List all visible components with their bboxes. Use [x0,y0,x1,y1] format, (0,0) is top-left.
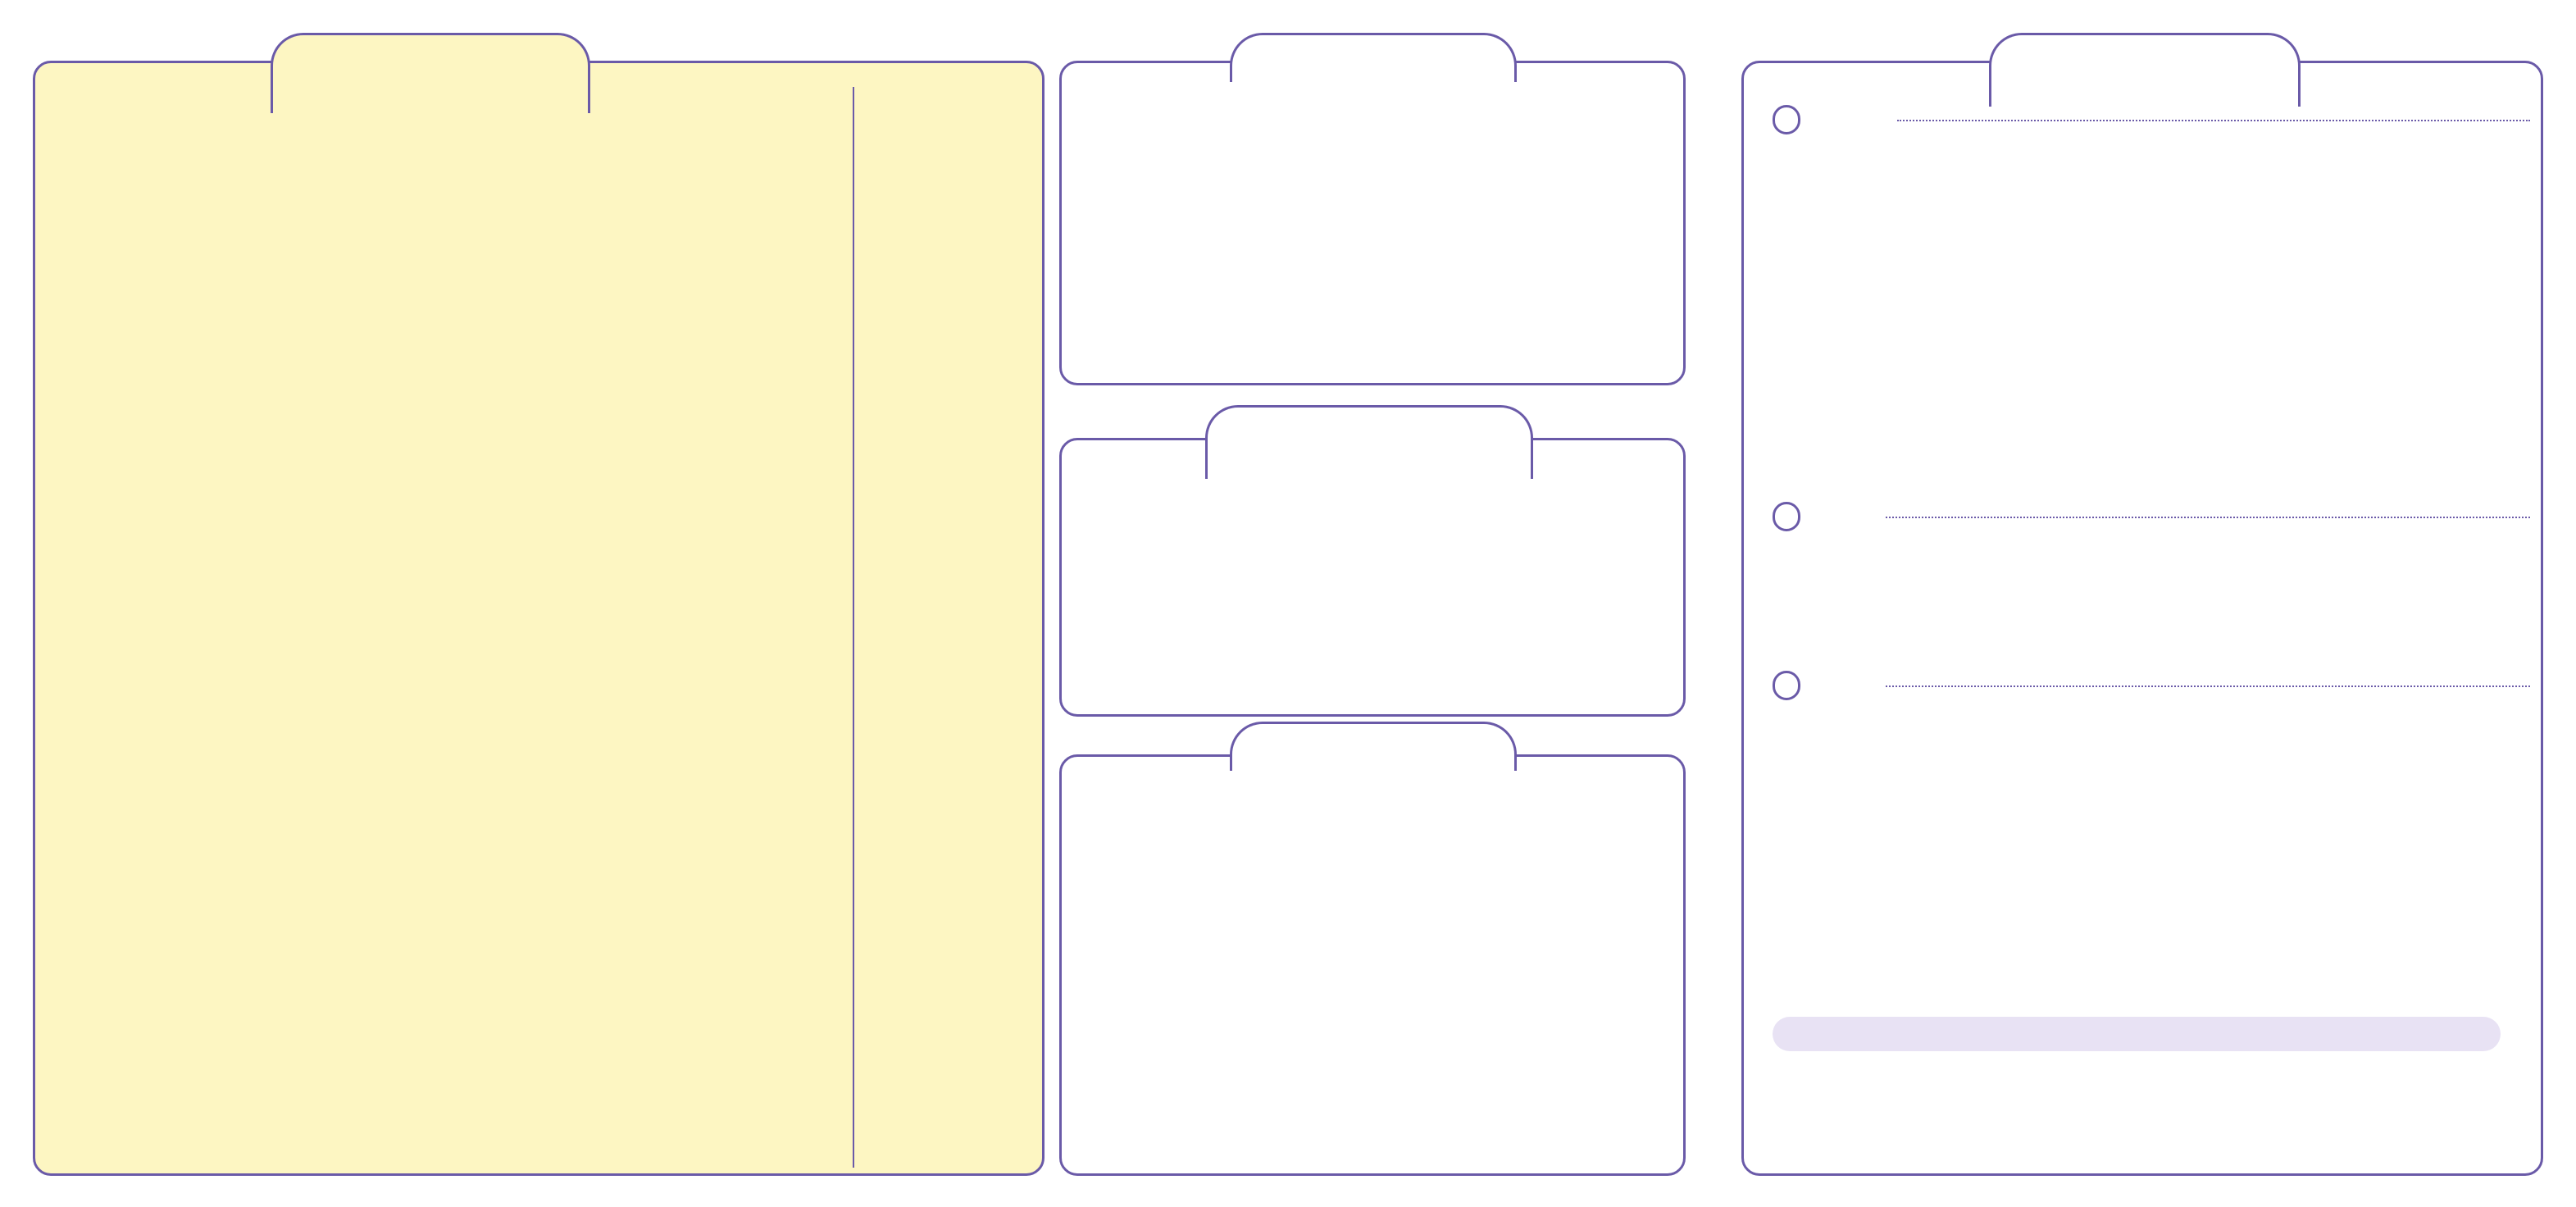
wednesday-panel [1059,61,1686,385]
friday-title-tab [1205,405,1533,479]
events-label [1773,105,1800,134]
sunday-divider [853,87,854,1168]
notice-rule [1886,685,2530,687]
sunday-title [273,35,588,40]
wednesday-title [1232,35,1514,40]
wednesday-title-tab [1230,33,1517,82]
events-rule [1897,120,2530,121]
news-title [1991,35,2298,40]
friday-title [1208,408,1531,412]
recruit-label [1773,502,1800,531]
news-panel [1741,61,2543,1176]
regular-panel [1059,754,1686,1176]
sunday-panel [33,61,1045,1176]
recruit-rule [1886,517,2530,518]
notice-label [1773,671,1800,700]
sunday-title-tab [271,33,590,113]
friday-panel [1059,438,1686,717]
news-title-tab [1989,33,2301,107]
regular-title [1232,724,1514,729]
regular-title-tab [1230,722,1517,771]
prayer-title-bar [1773,1017,2501,1051]
